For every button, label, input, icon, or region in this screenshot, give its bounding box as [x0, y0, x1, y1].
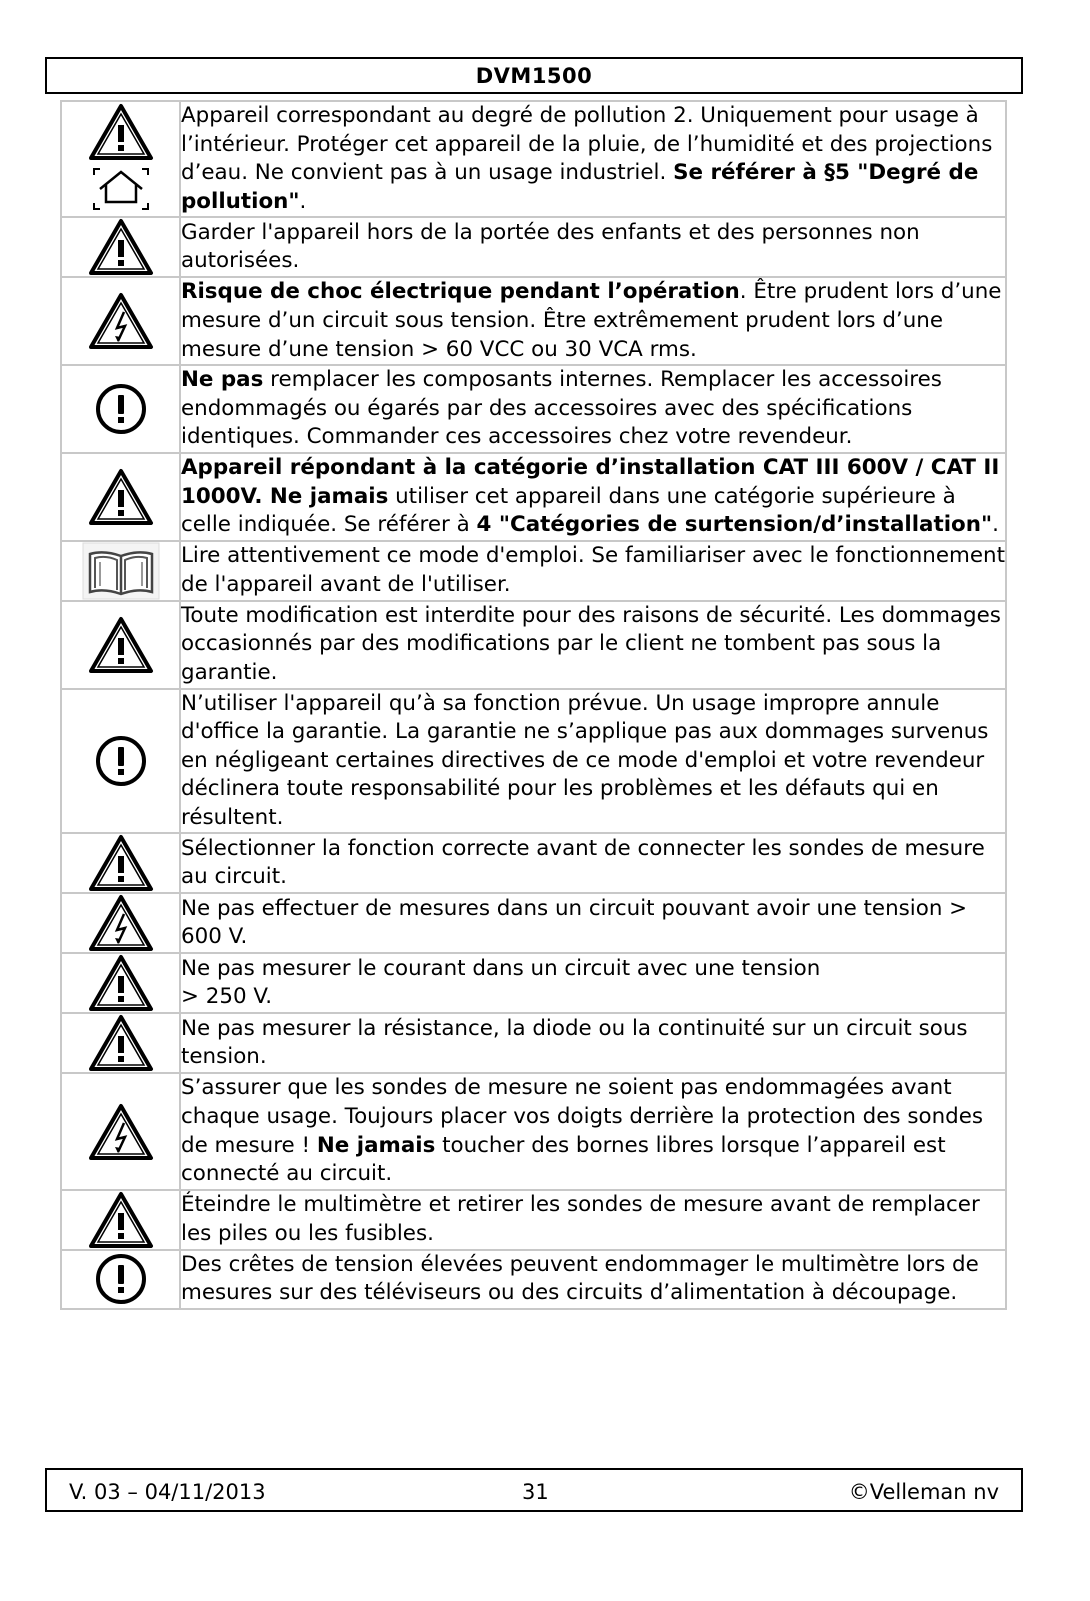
body-text: Garder l'appareil hors de la portée des enfants et des personnes non autorisées.: [181, 219, 920, 274]
safety-row-icon-cell: [61, 833, 180, 893]
emphasis-text: Ne jamais: [316, 1132, 436, 1158]
caution-circle-icon: [62, 1252, 179, 1306]
safety-row-text: [180, 277, 1006, 365]
document-title: DVM1500: [475, 63, 593, 88]
safety-row-text: [180, 1013, 1006, 1073]
document-footer: [45, 1468, 1023, 1512]
safety-instructions-table: [60, 100, 1007, 1310]
safety-row-text: [180, 1190, 1006, 1250]
footer-page-number: 31: [522, 1480, 549, 1504]
safety-row-icon-cell: [61, 1250, 180, 1309]
safety-row-text: [180, 365, 1006, 453]
safety-row: [61, 1250, 1006, 1309]
safety-row: [61, 833, 1006, 893]
safety-row-icon-cell: [61, 365, 180, 453]
safety-row: [61, 453, 1006, 541]
safety-row-text: [180, 1073, 1006, 1189]
safety-row-text: [180, 953, 1006, 1013]
warning-triangle-icon: [62, 218, 179, 276]
safety-row: [61, 217, 1006, 277]
emphasis-text: Se référer à §5 "Degré de pollution": [181, 160, 979, 214]
caution-circle-icon: [62, 382, 179, 436]
electric-shock-warning-icon: [62, 894, 179, 952]
safety-row: [61, 1013, 1006, 1073]
body-text: Ne pas mesurer la résistance, la diode ou la continuité sur un circuit sous tension.: [181, 1015, 968, 1070]
body-text: .: [992, 512, 999, 538]
safety-row: [61, 101, 1006, 217]
safety-row: [61, 689, 1006, 834]
safety-row-icon-cell: [61, 893, 180, 953]
body-text: S’assurer que les sondes de mesure ne soient pas endommagées avant chaque usage. Toujours placer vos doigts derrière la protection des sondes de mesure !: [181, 1075, 984, 1158]
safety-row-text: [180, 833, 1006, 893]
safety-row-icon-cell: [61, 953, 180, 1013]
warning-triangle-icon: [62, 1014, 179, 1072]
footer-version: V. 03 – 04/11/2013: [69, 1480, 266, 1504]
read-manual-book-icon: [62, 542, 179, 600]
safety-row-icon-cell: [61, 453, 180, 541]
emphasis-text: 4 "Catégories de surtension/d’installation": [476, 512, 993, 538]
document-header: [45, 57, 1023, 94]
safety-row: [61, 541, 1006, 601]
safety-row-icon-cell: [61, 689, 180, 834]
safety-rows: [61, 101, 1006, 1309]
body-text: toucher des bornes libres lorsque l’appareil est connecté au circuit.: [181, 1132, 946, 1187]
safety-row-icon-cell: [61, 101, 180, 217]
safety-row-text: [180, 1250, 1006, 1309]
warning-triangle-icon: [62, 834, 179, 892]
warning-triangle-icon: [62, 616, 179, 674]
body-text: Lire attentivement ce mode d'emploi. Se familiariser avec le fonctionnement de l'appareil avant de l'utiliser.: [181, 543, 1005, 597]
body-text: N’utiliser l'appareil qu’à sa fonction prévue. Un usage impropre annule d'office la garantie. La garantie ne s’applique pas aux dommages survenus en négligeant certaines directives de ce mode d'emploi et votre revendeur déclinera toute responsabilité pour les problèmes et les défauts qui en résultent.: [181, 690, 989, 830]
warning-triangle-icon: [62, 468, 179, 526]
emphasis-text: Appareil répondant à la catégorie d’installation CAT III 600V / CAT II 1000V. Ne jamais: [181, 454, 1000, 509]
body-text: Ne pas effectuer de mesures dans un circuit pouvant avoir une tension > 600 V.: [181, 895, 968, 950]
electric-shock-warning-icon: [62, 1103, 179, 1161]
body-text: . Être prudent lors d’une mesure d’un circuit sous tension. Être extrêmement prudent lors d’une mesure d’une tension > 60 VCC ou 30 VCA rms.: [181, 279, 1002, 362]
safety-row-icon-cell: [61, 277, 180, 365]
safety-row: [61, 277, 1006, 365]
safety-row: [61, 365, 1006, 453]
safety-row-text: [180, 893, 1006, 953]
warning-triangle-icon: [62, 1191, 179, 1249]
emphasis-text: Risque de choc électrique pendant l’opération: [181, 279, 740, 305]
safety-row-text: [180, 217, 1006, 277]
body-text: utiliser cet appareil dans une catégorie supérieure à celle indiquée. Se référer à: [181, 483, 956, 538]
safety-row-icon-cell: [61, 541, 180, 601]
warning-triangle-icon: [62, 954, 179, 1012]
footer-copyright: ©Velleman nv: [848, 1480, 999, 1504]
body-text: Toute modification est interdite pour des raisons de sécurité. Les dommages occasionnés par des modifications par le client ne tombent pas sous la garantie.: [181, 602, 1001, 685]
body-text: Ne pas mesurer le courant dans un circuit avec une tension > 250 V.: [181, 955, 821, 1010]
safety-row: [61, 1190, 1006, 1250]
safety-row-icon-cell: [61, 601, 180, 689]
body-text: Sélectionner la fonction correcte avant de connecter les sondes de mesure au circuit.: [181, 835, 985, 890]
caution-circle-icon: [62, 734, 179, 788]
safety-row: [61, 601, 1006, 689]
electric-shock-warning-icon: [62, 292, 179, 350]
safety-row-icon-cell: [61, 1190, 180, 1250]
safety-row-text: [180, 601, 1006, 689]
safety-row-text: [180, 689, 1006, 834]
safety-row: [61, 1073, 1006, 1189]
body-text: Éteindre le multimètre et retirer les sondes de mesure avant de remplacer les piles ou les fusibles.: [181, 1192, 980, 1246]
safety-row: [61, 893, 1006, 953]
safety-row-icon-cell: [61, 217, 180, 277]
safety-row: [61, 953, 1006, 1013]
safety-row-icon-cell: [61, 1073, 180, 1189]
safety-row-text: [180, 101, 1006, 217]
emphasis-text: Ne pas: [181, 367, 264, 393]
body-text: Des crêtes de tension élevées peuvent endommager le multimètre lors de mesures sur des téléviseurs ou des circuits d’alimentation à découpage.: [181, 1251, 979, 1306]
warning-triangle-indoor-icon: [62, 103, 179, 215]
body-text: remplacer les composants internes. Remplacer les accessoires endommagés ou égarés par des accessoires avec des spécifications identiques. Commander ces accessoires chez votre revendeur.: [181, 367, 942, 450]
safety-row-icon-cell: [61, 1013, 180, 1073]
body-text: .: [299, 188, 307, 214]
body-text: Appareil correspondant au degré de pollution 2. Uniquement pour usage à l’intérieur. Protéger cet appareil de la pluie, de l’humidité et des projections d’eau. Ne convient pas à un usage industriel.: [181, 103, 993, 186]
safety-row-text: [180, 541, 1006, 601]
safety-row-text: [180, 453, 1006, 541]
